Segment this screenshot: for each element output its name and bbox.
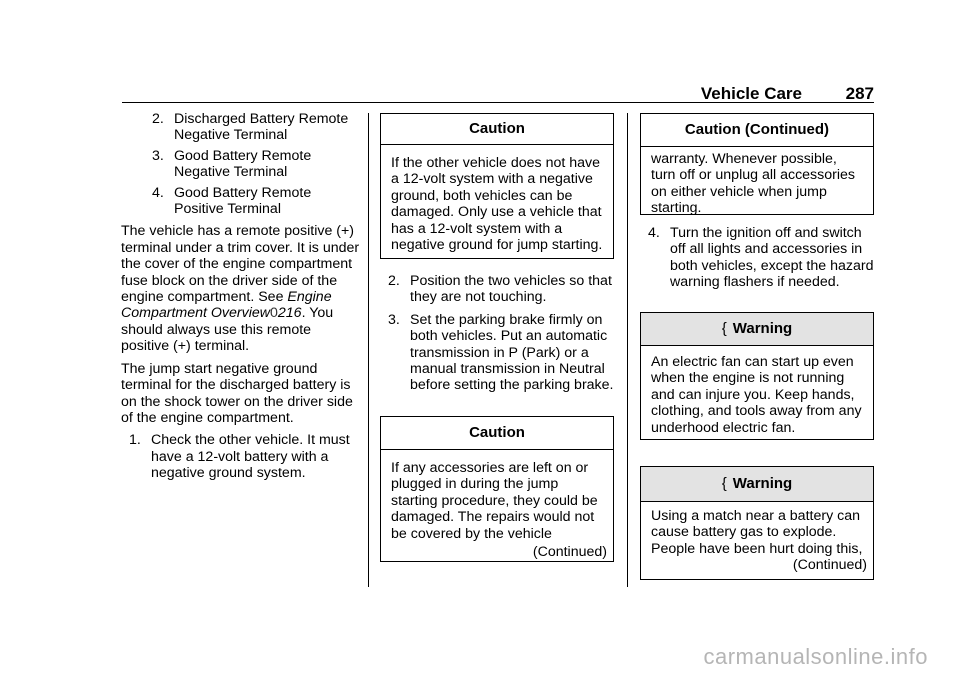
column-divider-2 (627, 113, 628, 587)
list-item: 2. Discharged Battery Remote Negative Terminal (152, 111, 349, 144)
caution-text: If the other vehicle does not have a 12-volt system with a negative ground, both vehicles can be damaged. Only use a vehicle that has a 12-volt system with a negative ground for jump starting. (391, 155, 603, 254)
watermark: carmanualsonline.info (703, 644, 928, 669)
list-item: 3. Good Battery Remote Negative Terminal (152, 147, 312, 181)
list-item: 4. Good Battery Remote Positive Terminal (152, 184, 312, 218)
caution-continued-box (640, 113, 874, 215)
step-4: 4. Turn the ignition off and switch off all lights and accessories in both vehicles, except the hazard warning flashers if needed. (648, 225, 874, 291)
caution-title: Caution (Continued) (641, 114, 873, 147)
negative-terminal-paragraph: The jump start negative ground terminal for the discharged battery is on the shock tower on the driver side of the engine compartment. (121, 360, 353, 426)
warning-title: Warning (732, 320, 793, 337)
warning-box-1 (640, 312, 874, 440)
step-3: 3. Set the parking brake firmly on both vehicles. Put an automatic transmission in P (Park) or a manual transmission in Neutral before setting the parking brake. (388, 311, 614, 394)
left-column (121, 111, 361, 482)
middle-steps (388, 273, 616, 394)
warning-icon: { (721, 475, 727, 492)
warning-box-2 (640, 466, 874, 580)
step-2: 2. Position the two vehicles so that they are not touching. (388, 273, 612, 306)
caution-text: warranty. Whenever possible, turn off or unplug all accessories on either vehicle when jump starting. (651, 151, 855, 217)
caution-title: Caution (381, 417, 613, 450)
continued-label: (Continued) (792, 557, 867, 574)
page-ref-icon: 0 (270, 305, 278, 322)
right-steps (648, 225, 874, 291)
warning-header (641, 313, 873, 346)
step-1: 1. Check the other vehicle. It must have a 12-volt battery with a negative ground system. (129, 432, 350, 482)
engine-compartment-link[interactable]: Engine Compartment Overview (121, 289, 332, 322)
warning-header (641, 467, 873, 502)
caution-box-1 (380, 113, 614, 259)
warning-title: Warning (732, 475, 793, 492)
caution-title: Caution (381, 114, 613, 145)
continued-label: (Continued) (532, 544, 607, 561)
page-number: 287 (845, 84, 874, 103)
header-rule (122, 102, 874, 103)
remote-terminal-paragraph: The vehicle has a remote positive (+) terminal under a trim cover. It is under the cover of the engine compartment fuse block on the driver side of the engine compartment. See Engine Compartment Overview0216. You should always use this remote positive (+) terminal. (121, 223, 360, 355)
caution-box-2 (380, 416, 614, 562)
column-divider-1 (368, 113, 369, 587)
section-title: Vehicle Care (700, 84, 802, 103)
caution-text: If any accessories are left on or plugged in during the jump starting procedure, they could be damaged. The repairs would not be covered by the vehicle (391, 460, 598, 542)
warning-text: Using a match near a battery can cause battery gas to explode. People have been hurt doing this, (651, 508, 863, 557)
page-ref-number[interactable]: 216 (277, 305, 302, 322)
warning-text: An electric fan can start up even when the engine is not running and can injure you. Keep hands, clothing, and tools away from any underhood electric fan. (651, 354, 862, 436)
warning-icon: { (721, 320, 727, 337)
